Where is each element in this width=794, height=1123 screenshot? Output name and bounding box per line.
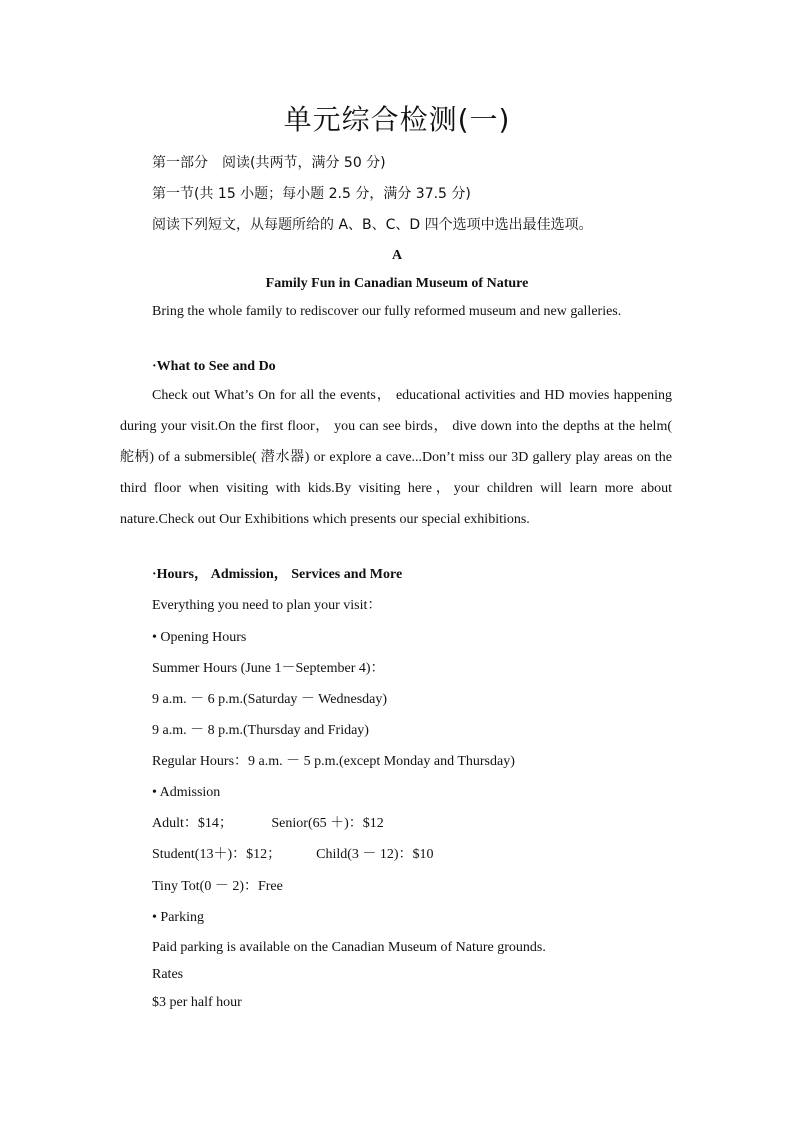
part-heading: 第一部分 阅读(共两节，满分 50 分)	[152, 155, 386, 171]
what-to-see-paragraph	[120, 380, 672, 535]
intro-paragraph	[120, 298, 672, 326]
hours-sat-wed: 9 a.m. － 6 p.m.(Saturday － Wednesday)	[152, 692, 388, 707]
rates-value: $3 per half hour	[152, 995, 242, 1010]
hours-heading: ·Hours， Admission， Services and More	[152, 567, 403, 582]
admission-student-child: Student(13＋)：$12； Child(3 － 12)：$10	[152, 847, 434, 862]
parking-line: Paid parking is available on the Canadian Museum of Nature grounds.	[152, 940, 546, 955]
rates-label: Rates	[152, 967, 184, 982]
what-to-see-text: Check out What’s On for all the events， educational activities and HD movies happening during your visit.On the first floor， you can see birds， dive down into the depths at the helm( 舵柄) of a submersible( 潜水器) or explore a cave...Don’t miss our 3D gallery play areas on the third floor when visiting with kids.By visiting here，your children will learn more about nature.Check out Our Exhibitions which presents our special exhibitions.	[120, 388, 672, 527]
section-heading: 第一节(共 15 小题；每小题 2.5 分，满分 37.5 分)	[152, 186, 471, 202]
instructions: 阅读下列短文，从每题所给的 A、B、C、D 四个选项中选出最佳选项。	[152, 217, 593, 233]
section-letter: A	[391, 248, 403, 263]
admission-tiny-tot: Tiny Tot(0 － 2)：Free	[152, 879, 283, 894]
page-title: 单元综合检测(一)	[283, 103, 511, 136]
regular-hours-line: Regular Hours：9 a.m. － 5 p.m.(except Monday and Thursday)	[152, 754, 515, 769]
hours-thu-fri: 9 a.m. － 8 p.m.(Thursday and Friday)	[152, 723, 369, 738]
admission-adult-senior: Adult：$14； Senior(65 ＋)：$12	[152, 816, 384, 831]
what-to-see-heading: ·What to See and Do	[152, 359, 276, 374]
summer-hours-line: Summer Hours (June 1－September 4)：	[152, 661, 385, 676]
opening-hours-bullet: • Opening Hours	[152, 630, 247, 645]
admission-bullet: • Admission	[152, 785, 221, 800]
parking-bullet: • Parking	[152, 910, 204, 925]
plan-visit-line: Everything you need to plan your visit：	[152, 598, 382, 613]
intro-text: Bring the whole family to rediscover our fully reformed museum and new galleries.	[152, 304, 622, 319]
article-title: Family Fun in Canadian Museum of Nature	[265, 276, 529, 291]
